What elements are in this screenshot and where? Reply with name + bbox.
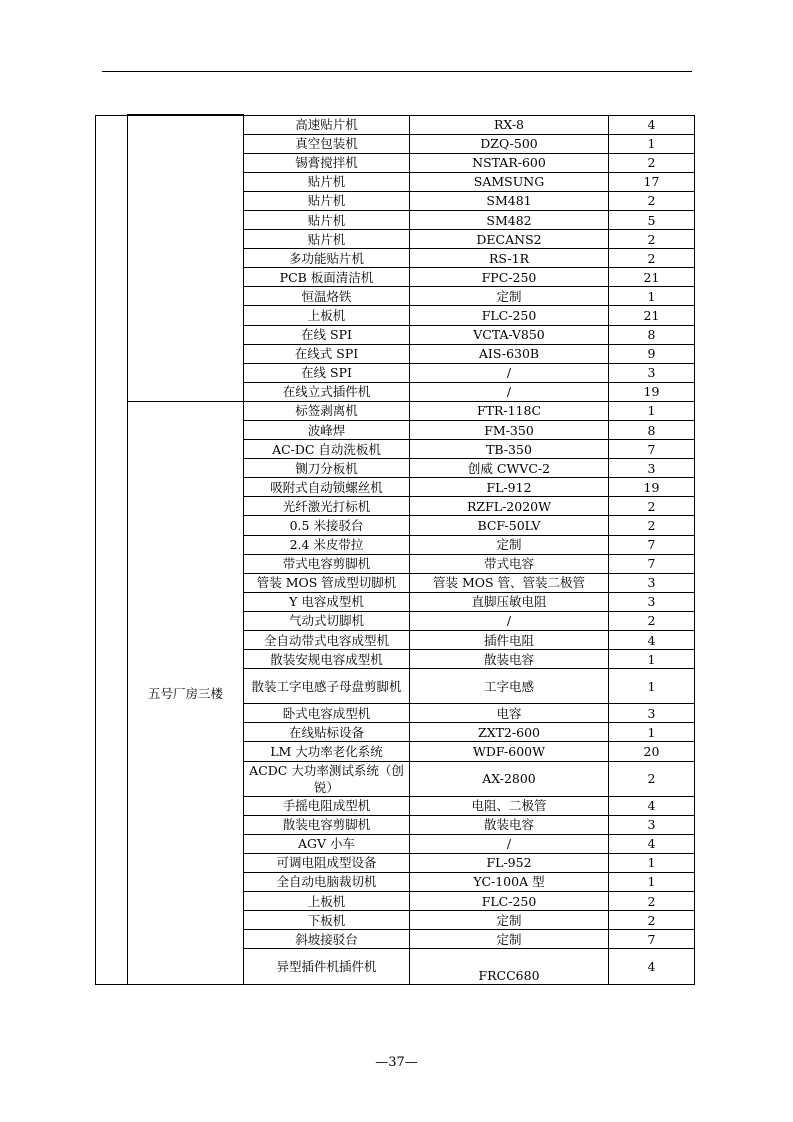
quantity-cell: 5 — [609, 210, 695, 229]
model-cell: FL-912 — [410, 478, 609, 497]
equipment-name-cell: 在线 SPI — [244, 325, 410, 344]
quantity-cell: 2 — [609, 249, 695, 268]
equipment-name-cell: 气动式切脚机 — [244, 611, 410, 630]
quantity-cell: 2 — [609, 761, 695, 796]
quantity-cell: 4 — [609, 115, 695, 134]
model-cell: / — [410, 382, 609, 401]
equipment-name-cell: 标签剥离机 — [244, 401, 410, 420]
quantity-cell: 3 — [609, 592, 695, 611]
equipment-name-cell: PCB 板面清洁机 — [244, 268, 410, 287]
quantity-cell: 1 — [609, 669, 695, 704]
quantity-cell: 3 — [609, 363, 695, 382]
quantity-cell: 21 — [609, 268, 695, 287]
equipment-name-cell: LM 大功率老化系统 — [244, 742, 410, 761]
model-cell: FLC-250 — [410, 891, 609, 910]
equipment-name-cell: 手摇电阻成型机 — [244, 796, 410, 815]
equipment-name-cell: 贴片机 — [244, 191, 410, 210]
table-row — [96, 401, 695, 420]
quantity-cell: 1 — [609, 872, 695, 891]
equipment-name-cell: 在线立式插件机 — [244, 382, 410, 401]
quantity-cell: 7 — [609, 440, 695, 459]
quantity-cell: 1 — [609, 853, 695, 872]
model-cell: 工字电感 — [410, 669, 609, 704]
equipment-name-cell: 吸附式自动锁螺丝机 — [244, 478, 410, 497]
model-cell: 散装电容 — [410, 815, 609, 834]
model-cell: FPC-250 — [410, 268, 609, 287]
quantity-cell: 4 — [609, 949, 695, 985]
model-cell: TB-350 — [410, 440, 609, 459]
model-cell: RZFL-2020W — [410, 497, 609, 516]
model-cell: WDF-600W — [410, 742, 609, 761]
model-cell: AIS-630B — [410, 344, 609, 363]
quantity-cell: 8 — [609, 325, 695, 344]
equipment-name-cell: 全自动带式电容成型机 — [244, 631, 410, 650]
model-cell: 散装电容 — [410, 650, 609, 669]
model-cell: BCF-50LV — [410, 516, 609, 535]
equipment-name-cell: 0.5 米接驳台 — [244, 516, 410, 535]
quantity-cell: 3 — [609, 815, 695, 834]
equipment-name-cell: 贴片机 — [244, 172, 410, 191]
location-cell: 五号厂房三楼 — [128, 401, 244, 984]
model-cell: FM-350 — [410, 421, 609, 440]
equipment-name-cell: 散装工字电感子母盘剪脚机 — [244, 669, 410, 704]
quantity-cell: 1 — [609, 723, 695, 742]
model-cell: / — [410, 363, 609, 382]
model-cell: 定制 — [410, 930, 609, 949]
equipment-name-cell: 异型插件机插件机 — [244, 949, 410, 985]
quantity-cell: 21 — [609, 306, 695, 325]
equipment-name-cell: 在线贴标设备 — [244, 723, 410, 742]
model-cell: 带式电容 — [410, 554, 609, 573]
quantity-cell: 1 — [609, 287, 695, 306]
equipment-name-cell: 高速贴片机 — [244, 115, 410, 134]
quantity-cell: 1 — [609, 134, 695, 153]
quantity-cell: 7 — [609, 535, 695, 554]
quantity-cell: 4 — [609, 796, 695, 815]
quantity-cell: 7 — [609, 930, 695, 949]
quantity-cell: 17 — [609, 172, 695, 191]
location-cell — [128, 115, 244, 401]
model-cell: 管装 MOS 管、管装二极管 — [410, 573, 609, 592]
quantity-cell: 4 — [609, 631, 695, 650]
table-row — [96, 115, 695, 134]
model-cell: 创威 CWVC-2 — [410, 459, 609, 478]
model-cell: / — [410, 834, 609, 853]
model-cell: VCTA-V850 — [410, 325, 609, 344]
model-cell: YC-100A 型 — [410, 872, 609, 891]
equipment-name-cell: 贴片机 — [244, 230, 410, 249]
equipment-name-cell: 卧式电容成型机 — [244, 704, 410, 723]
model-cell: DECANS2 — [410, 230, 609, 249]
equipment-name-cell: 光纤激光打标机 — [244, 497, 410, 516]
equipment-name-cell: 全自动电脑裁切机 — [244, 872, 410, 891]
quantity-cell: 1 — [609, 401, 695, 420]
equipment-name-cell: 多功能贴片机 — [244, 249, 410, 268]
equipment-name-cell: 可调电阻成型设备 — [244, 853, 410, 872]
model-cell: 直脚压敏电阻 — [410, 592, 609, 611]
equipment-name-cell: AGV 小车 — [244, 834, 410, 853]
model-cell: SM481 — [410, 191, 609, 210]
equipment-name-cell: AC-DC 自动洗板机 — [244, 440, 410, 459]
equipment-name-cell: 带式电容剪脚机 — [244, 554, 410, 573]
quantity-cell: 4 — [609, 834, 695, 853]
quantity-cell: 2 — [609, 516, 695, 535]
quantity-cell: 3 — [609, 704, 695, 723]
header-rule — [102, 71, 692, 72]
category-cell — [96, 115, 128, 985]
model-cell: 插件电阻 — [410, 631, 609, 650]
model-cell: AX-2800 — [410, 761, 609, 796]
model-cell: 定制 — [410, 287, 609, 306]
equipment-table — [95, 114, 695, 985]
model-cell: FTR-118C — [410, 401, 609, 420]
equipment-name-cell: 恒温烙铁 — [244, 287, 410, 306]
equipment-name-cell: 上板机 — [244, 891, 410, 910]
model-cell: 定制 — [410, 911, 609, 930]
quantity-cell: 1 — [609, 650, 695, 669]
equipment-name-cell: 铡刀分板机 — [244, 459, 410, 478]
equipment-name-cell: 上板机 — [244, 306, 410, 325]
quantity-cell: 8 — [609, 421, 695, 440]
quantity-cell: 2 — [609, 153, 695, 172]
equipment-name-cell: 斜坡接驳台 — [244, 930, 410, 949]
model-cell: SM482 — [410, 210, 609, 229]
equipment-name-cell: 真空包装机 — [244, 134, 410, 153]
page-number: —37— — [375, 1055, 418, 1070]
equipment-name-cell: 散装电容剪脚机 — [244, 815, 410, 834]
equipment-name-cell: 下板机 — [244, 911, 410, 930]
equipment-name-cell: 贴片机 — [244, 210, 410, 229]
quantity-cell: 9 — [609, 344, 695, 363]
model-cell: 定制 — [410, 535, 609, 554]
model-cell: FLC-250 — [410, 306, 609, 325]
equipment-name-cell: 散装安规电容成型机 — [244, 650, 410, 669]
equipment-name-cell: Y 电容成型机 — [244, 592, 410, 611]
quantity-cell: 2 — [609, 891, 695, 910]
quantity-cell: 19 — [609, 382, 695, 401]
quantity-cell: 19 — [609, 478, 695, 497]
equipment-name-cell: 2.4 米皮带拉 — [244, 535, 410, 554]
equipment-name-cell: 波峰焊 — [244, 421, 410, 440]
equipment-name-cell: 锡膏搅拌机 — [244, 153, 410, 172]
equipment-name-cell: 在线 SPI — [244, 363, 410, 382]
model-cell: RS-1R — [410, 249, 609, 268]
quantity-cell: 7 — [609, 554, 695, 573]
equipment-name-cell: 在线式 SPI — [244, 344, 410, 363]
model-cell: DZQ-500 — [410, 134, 609, 153]
quantity-cell: 2 — [609, 191, 695, 210]
quantity-cell: 2 — [609, 611, 695, 630]
equipment-name-cell: 管装 MOS 管成型切脚机 — [244, 573, 410, 592]
model-cell: FL-952 — [410, 853, 609, 872]
model-cell: 电容 — [410, 704, 609, 723]
quantity-cell: 20 — [609, 742, 695, 761]
quantity-cell: 2 — [609, 230, 695, 249]
model-cell: ZXT2-600 — [410, 723, 609, 742]
model-cell: SAMSUNG — [410, 172, 609, 191]
quantity-cell: 2 — [609, 497, 695, 516]
quantity-cell: 3 — [609, 573, 695, 592]
quantity-cell: 2 — [609, 911, 695, 930]
equipment-name-cell: ACDC 大功率测试系统（创锐） — [244, 761, 410, 796]
model-cell: 电阻、二极管 — [410, 796, 609, 815]
model-cell: RX-8 — [410, 115, 609, 134]
model-cell: NSTAR-600 — [410, 153, 609, 172]
model-cell: FRCC680 — [410, 949, 609, 985]
model-cell: / — [410, 611, 609, 630]
quantity-cell: 3 — [609, 459, 695, 478]
